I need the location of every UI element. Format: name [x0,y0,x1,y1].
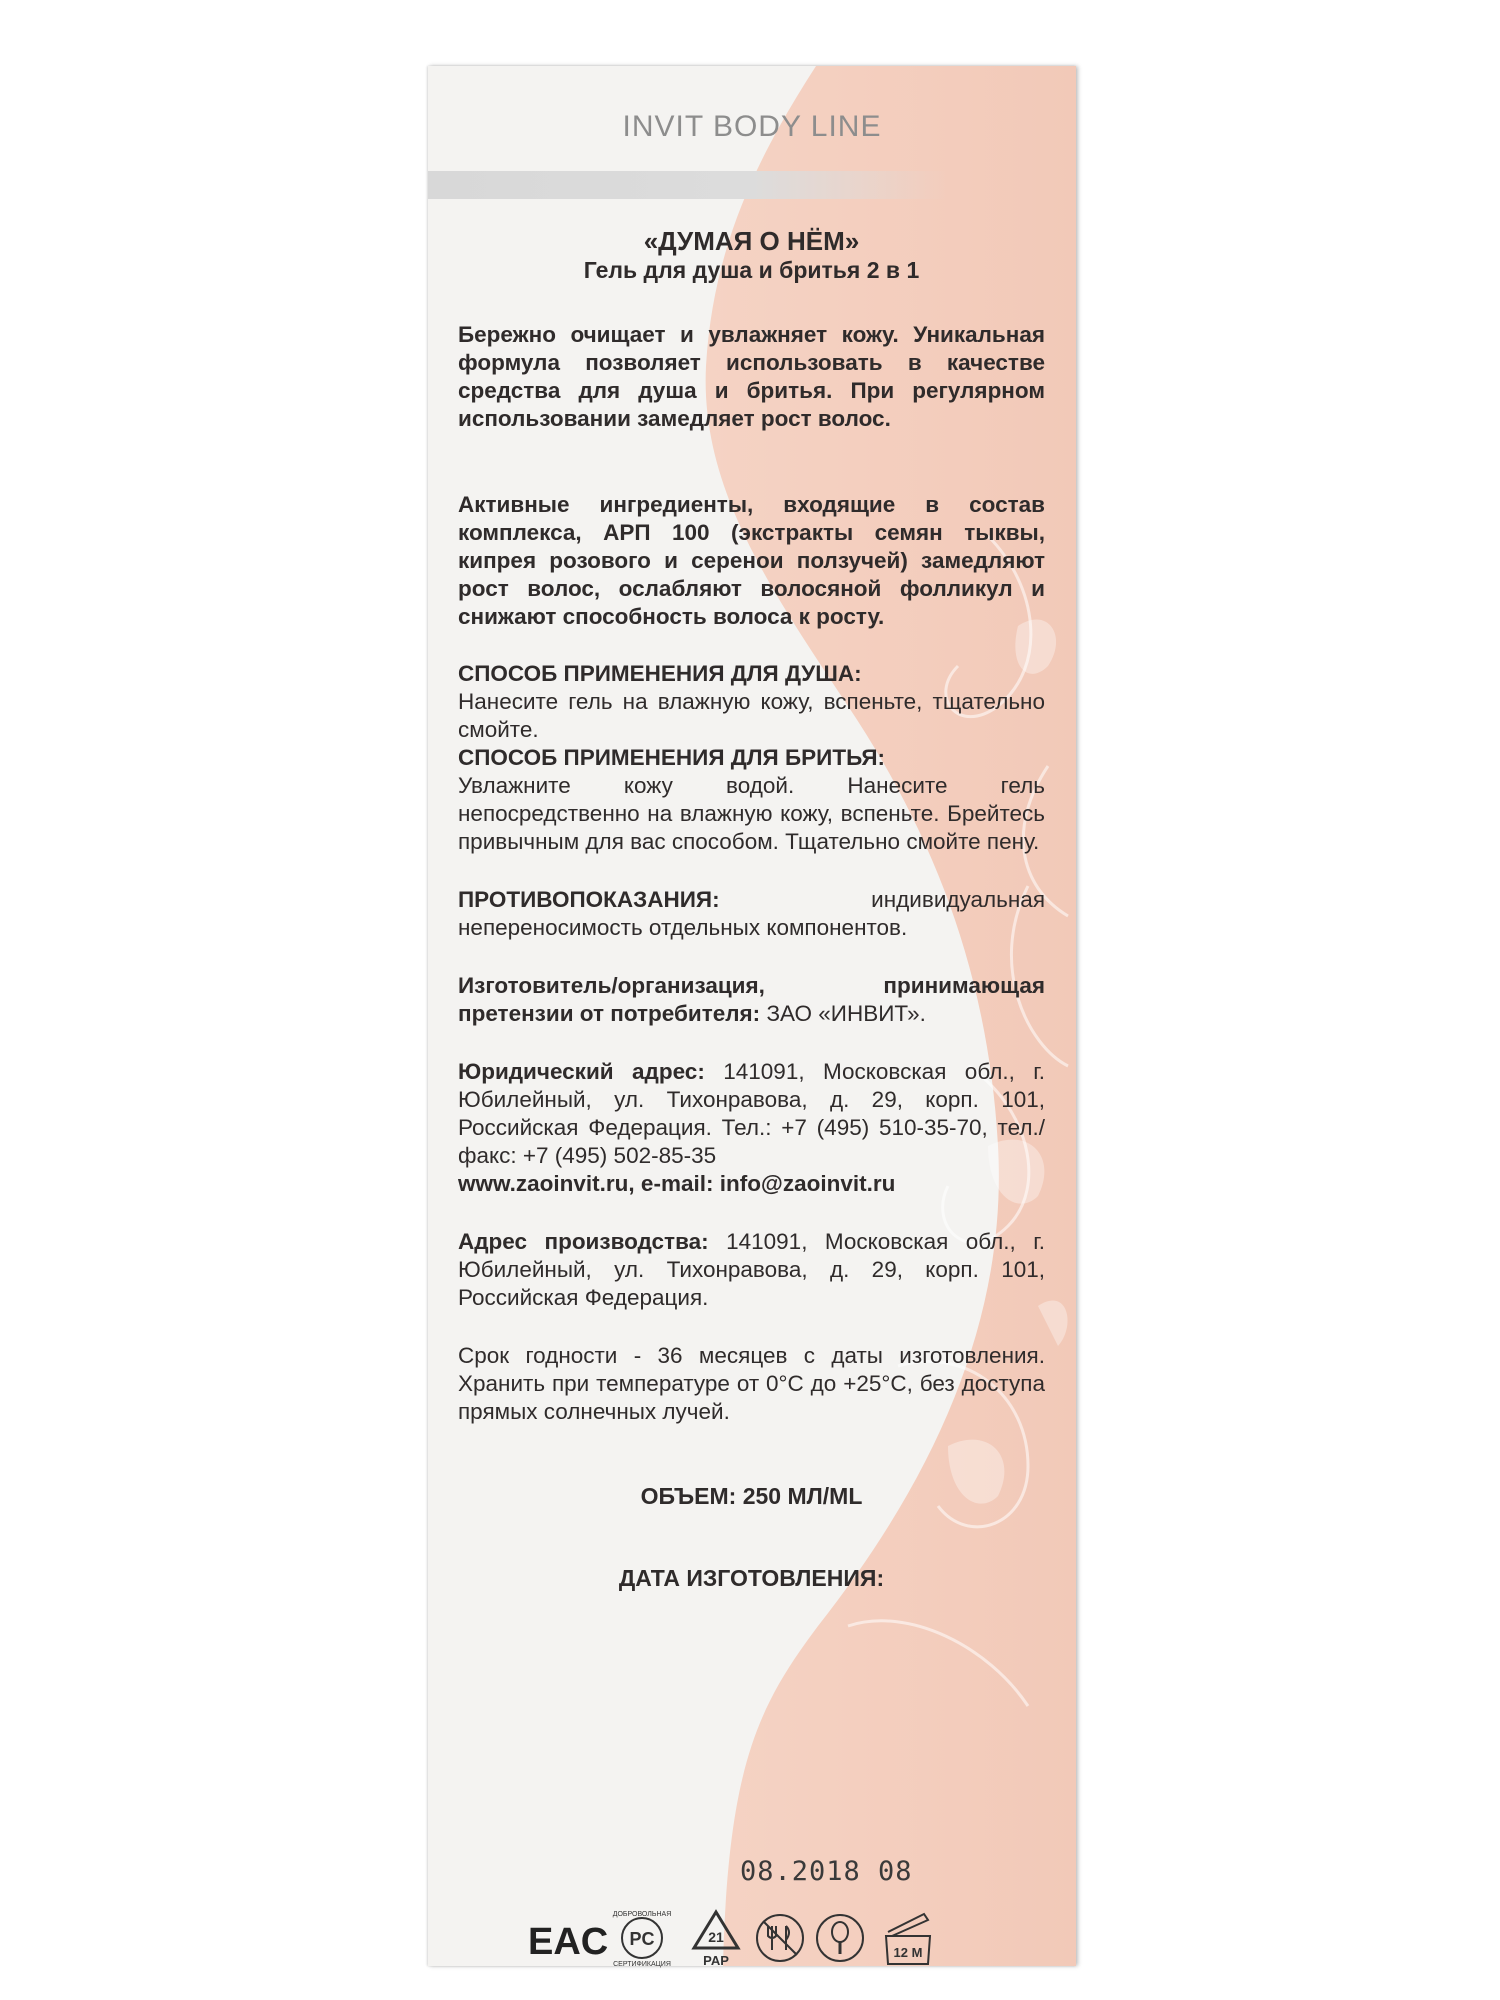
svg-text:ДОБРОВОЛЬНАЯ: ДОБРОВОЛЬНАЯ [612,1911,672,1918]
not-for-food-icon [754,1912,806,1964]
legal-address [458,1058,1045,1198]
storage-info: Срок годности - 36 месяцев с даты изготовления. Хранить при температуре от 0°C до +25°C, без доступа прямых солнечных лучей. [458,1343,1045,1424]
eac-mark-icon [526,1916,609,1963]
brand-name: INVIT BODY LINE [622,110,882,143]
manufacture-date-label: ДАТА ИЗГОТОВЛЕНИЯ: [618,1565,885,1591]
svg-text:21: 21 [708,1929,724,1945]
usage-shower-text: Нанесите гель на влажную кожу, вспеньте, тщательно смойте. [458,689,1045,742]
usage-shave-text: Увлажните кожу водой. Нанесите гель непосредственно на влажную кожу, вспеньте. Брейтесь привычным для вас способом. Тщательно смойте пену. [458,773,1045,854]
website-email: www.zaoinvit.ru, e-mail: info@zaoinvit.ru [458,1171,896,1196]
package-back-panel [428,66,1076,1966]
production-address-label: Адрес производства: [458,1229,709,1254]
manufacture-date-stamp: 08.2018 08 [740,1856,913,1887]
manufacturer [458,972,1045,1028]
usage-shower [458,660,1045,744]
recycling-icon [688,1908,744,1968]
svg-text:PAP: PAP [703,1953,729,1968]
legal-address-label: Юридический адрес: [458,1059,705,1084]
svg-text:PC: PC [629,1929,655,1949]
eac-text: EAC [528,1921,609,1963]
grey-band [428,171,1076,199]
production-address [458,1228,1045,1312]
description: Бережно очищает и увлажняет кожу. Уникальная формула позволяет использовать в качестве средства для душа и бритья. При регулярном использовании замедляет рост волос. [458,322,1045,431]
cosmetic-product-icon [814,1912,866,1964]
contraindications-label: ПРОТИВОПОКАЗАНИЯ: [458,887,720,912]
svg-text:12 M: 12 M [893,1945,923,1960]
usage-shave [458,744,1045,856]
usage-shave-heading: СПОСОБ ПРИМЕНЕНИЯ ДЛЯ БРИТЬЯ: [458,745,886,770]
manufacturer-label: Изготовитель/организация, принимающая претензии от потребителя: [458,973,1045,1026]
label-text [458,226,1045,1592]
svg-text:СЕРТИФИКАЦИЯ: СЕРТИФИКАЦИЯ [613,1961,671,1968]
manufacturer-value: ЗАО «ИНВИТ». [766,1001,926,1026]
volume: ОБЪЕМ: 250 МЛ/ML [640,1483,863,1509]
certification-marks [526,1908,1046,1968]
product-subtitle: Гель для душа и бритья 2 в 1 [583,257,920,283]
legal-address-text: 141091, Московская обл., г. Юбилейный, ул. Тихонравова, д. 29, корп. 101, Российская Федерация. Тел.: +7 (495) 510-35-70, тел./факс: +7 (495) 502-85-35 [458,1059,1045,1168]
production-address-text: 141091, Московская обл., г. Юбилейный, ул. Тихонравова, д. 29, корп. 101, Российская Федерация. [458,1229,1045,1310]
contraindications-text: индивидуальная непереносимость отдельных компонентов. [458,887,1045,940]
product-title: «ДУМАЯ О НЁМ» [643,226,860,256]
contraindications [458,886,1045,942]
voluntary-certification-icon [604,1908,680,1968]
period-after-opening-icon [876,1908,940,1968]
ingredients: Активные ингредиенты, входящие в состав комплекса, АРП 100 (экстракты семян тыквы, кипрея розового и серенои ползучей) замедляют рост волос, ослабляют волосяной фолликул и снижают способность волоса к росту. [458,492,1045,629]
usage-shower-heading: СПОСОБ ПРИМЕНЕНИЯ ДЛЯ ДУША: [458,661,862,686]
